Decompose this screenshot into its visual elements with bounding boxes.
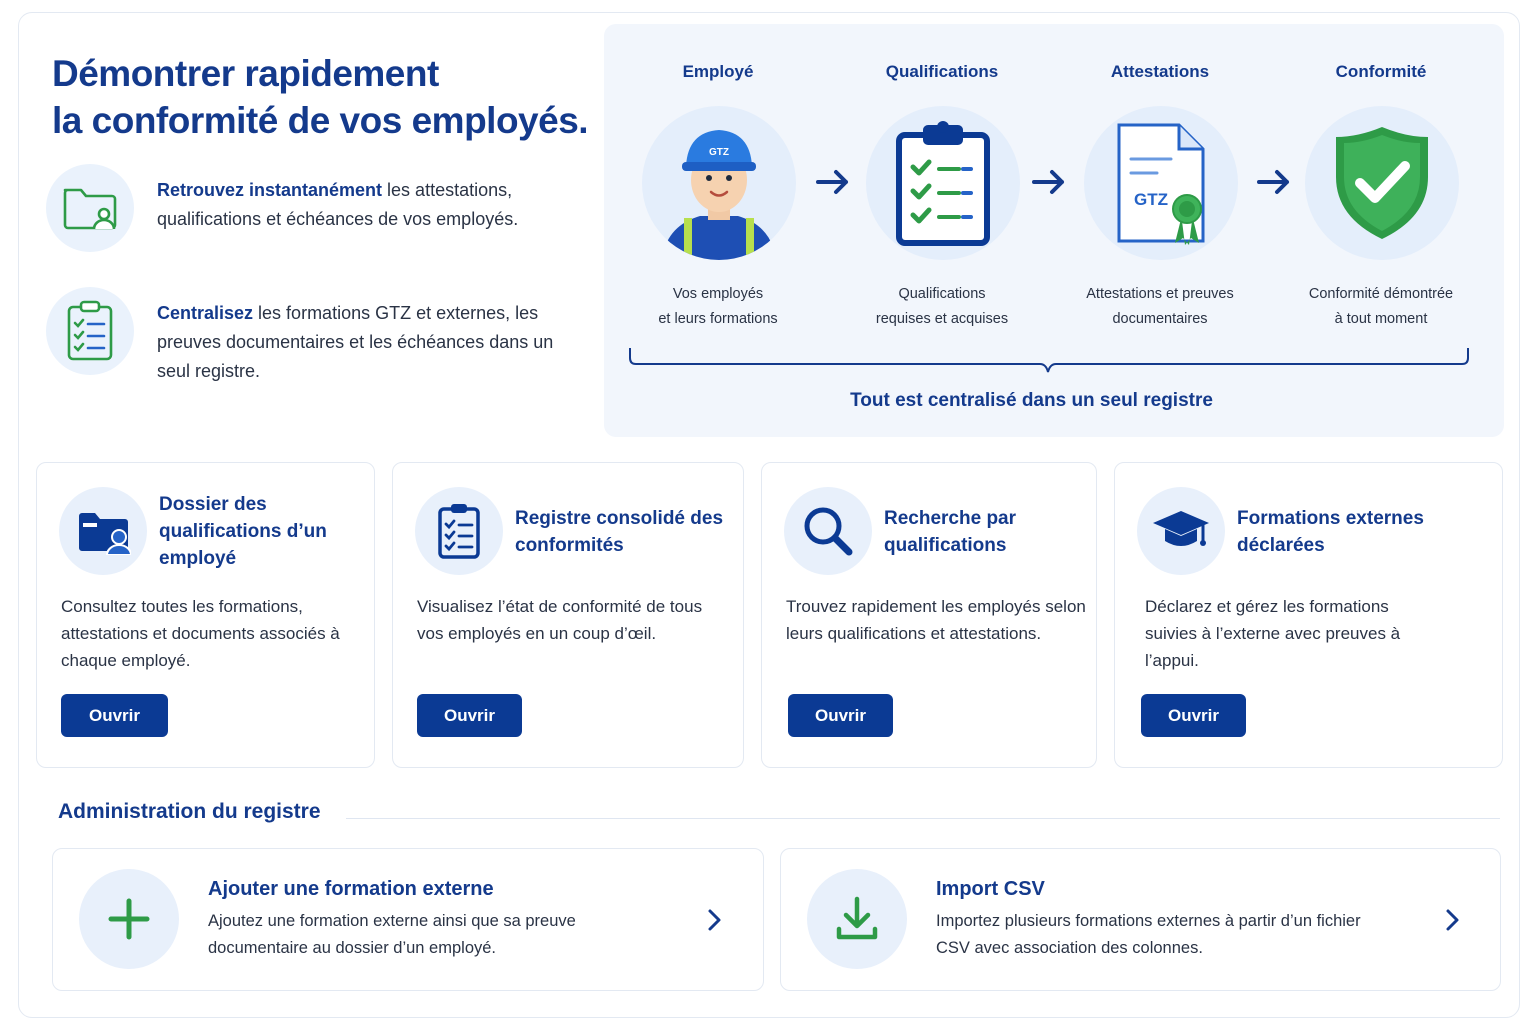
arrow-right-icon xyxy=(1030,164,1070,200)
shield-check-icon xyxy=(1305,106,1459,260)
compliance-flow-panel xyxy=(604,24,1504,437)
flow-step-label: Qualifications xyxy=(885,62,999,81)
svg-text:GTZ: GTZ xyxy=(709,147,729,158)
flow-step-label: Employé xyxy=(682,62,754,81)
worker-icon xyxy=(642,106,796,260)
section-title-administration: Administration du registre xyxy=(58,800,321,823)
clipboard-icon xyxy=(866,106,1020,260)
card-dossier-qualifications xyxy=(36,462,375,768)
brace-bracket xyxy=(628,346,1472,374)
arrow-right-icon xyxy=(814,164,854,200)
search-icon xyxy=(784,487,872,575)
feature-centralisez xyxy=(46,287,586,381)
card-title: Recherche par qualifications xyxy=(884,508,1017,556)
certificate-icon xyxy=(1084,106,1238,260)
chevron-right-icon[interactable] xyxy=(1441,905,1465,935)
svg-text:GTZ: GTZ xyxy=(1134,190,1168,209)
open-button[interactable]: Ouvrir xyxy=(61,694,168,737)
section-divider xyxy=(346,818,1500,819)
arrow-right-icon xyxy=(1255,164,1295,200)
folder-user-icon xyxy=(59,487,147,575)
card-description: Visualisez l’état de conformité de tous vos employés en un coup d’œil. xyxy=(417,597,703,643)
card-formations-externes xyxy=(1114,462,1503,768)
chevron-right-icon[interactable] xyxy=(703,905,727,935)
flow-step-caption: Vos employés et leurs formations xyxy=(658,286,778,327)
flow-step-label: Attestations xyxy=(1110,62,1210,81)
download-icon xyxy=(807,869,907,969)
feature-text: Centralisez les formations GTZ et externes, les preuves documentaires et les échéances dans un seul registre. xyxy=(157,303,554,381)
admin-item-description: Ajoutez une formation externe ainsi que sa preuve documentaire au dossier d’un employé. xyxy=(208,912,576,957)
admin-item-description: Importez plusieurs formations externes à partir d’un fichier CSV avec association des colonnes. xyxy=(936,912,1361,957)
graduation-cap-icon xyxy=(1137,487,1225,575)
flow-step-caption: Qualifications requises et acquises xyxy=(875,286,1009,327)
admin-import-csv[interactable] xyxy=(780,848,1501,991)
open-button[interactable]: Ouvrir xyxy=(1141,694,1246,737)
admin-add-external-training[interactable] xyxy=(52,848,764,991)
card-description: Trouvez rapidement les employés selon leurs qualifications et attestations. xyxy=(786,597,1086,643)
card-title: Registre consolidé des conformités xyxy=(515,508,724,556)
admin-item-title: Ajouter une formation externe xyxy=(208,878,494,900)
flow-step-caption: Attestations et preuves documentaires xyxy=(1086,286,1234,327)
admin-item-title: Import CSV xyxy=(936,878,1045,900)
folder-user-icon xyxy=(46,164,134,252)
page-title: Démontrer rapidement la conformité de vos employés. xyxy=(52,53,589,141)
feature-text: Retrouvez instantanément les attestations, qualifications et échéances de vos employés. xyxy=(157,180,519,229)
flow-footer: Tout est centralisé dans un seul registre xyxy=(850,390,1213,411)
card-recherche-qualifications xyxy=(761,462,1097,768)
flow-step-label: Conformité xyxy=(1335,62,1427,81)
plus-icon xyxy=(79,869,179,969)
card-description: Consultez toutes les formations, attestations et documents associés à chaque employé. xyxy=(61,597,340,670)
open-button[interactable]: Ouvrir xyxy=(788,694,893,737)
clipboard-checklist-icon xyxy=(46,287,134,375)
open-button[interactable]: Ouvrir xyxy=(417,694,522,737)
flow-step-caption: Conformité démontrée à tout moment xyxy=(1308,286,1454,327)
card-title: Formations externes déclarées xyxy=(1237,508,1424,556)
card-registre-consolide xyxy=(392,462,744,768)
card-description: Déclarez et gérez les formations suivies à l’externe avec preuves à l’appui. xyxy=(1145,597,1401,670)
clipboard-list-icon xyxy=(415,487,503,575)
card-title: Dossier des qualifications d’un employé xyxy=(159,494,327,569)
feature-retrouvez xyxy=(46,164,586,254)
